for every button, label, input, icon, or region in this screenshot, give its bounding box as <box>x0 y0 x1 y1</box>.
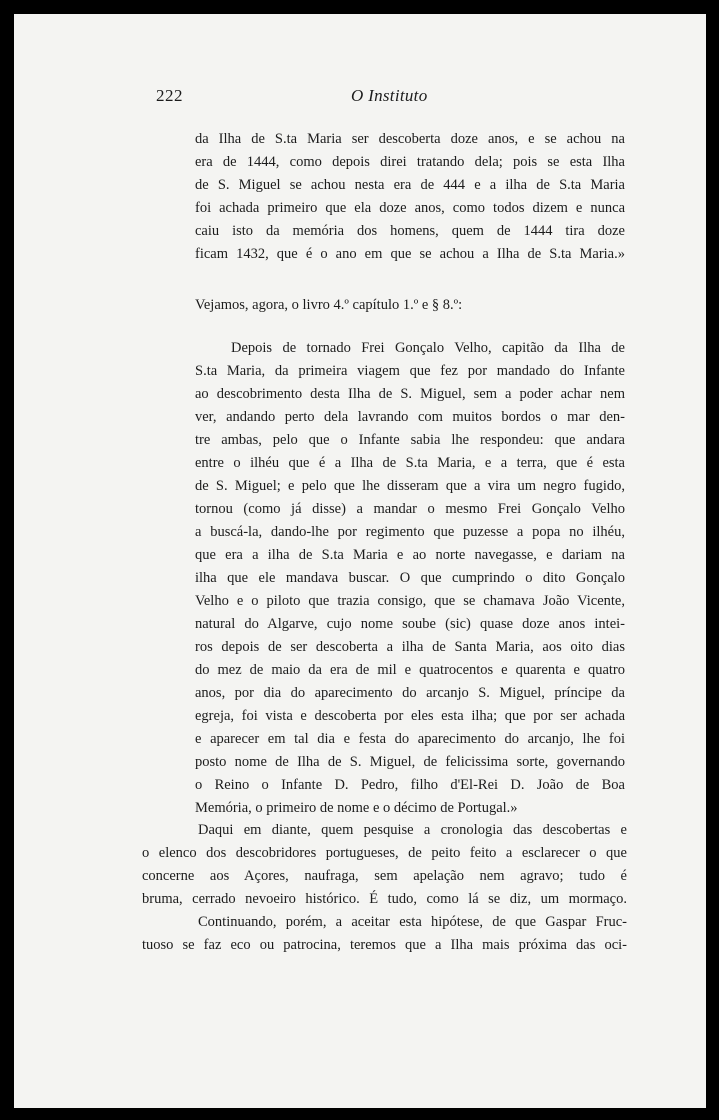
text-line: ao descobrimento desta Ilha de S. Miguel, sem a poder achar nem <box>195 386 625 402</box>
text-line: tornou (como já disse) a mandar o mesmo Frei Gonçalo Velho <box>195 501 625 517</box>
text-line: era de 1444, como depois direi tratando dela; pois se esta Ilha <box>195 154 625 170</box>
text-line: da Ilha de S.ta Maria ser descoberta doze anos, e se achou na <box>195 131 625 147</box>
text-line: caiu isto da memória dos homens, quem de 1444 tira doze <box>195 223 625 239</box>
intro-sentence <box>195 294 625 317</box>
text-line: Velho e o piloto que trazia consigo, que se chamava João Vicente, <box>195 593 625 609</box>
text-line: S.ta Maria, da primeira viagem que fez por mandado do Infante <box>195 363 625 379</box>
text-line: Depois de tornado Frei Gonçalo Velho, capitão da Ilha de <box>231 340 625 356</box>
text-line: concerne aos Açores, naufraga, sem apelação nem agravo; tudo é <box>142 868 627 884</box>
text-line: natural do Algarve, cujo nome soube (sic) quase doze anos intei- <box>195 616 625 632</box>
text-line: tuoso se faz eco ou patrocina, teremos que a Ilha mais próxima das oci- <box>142 937 627 953</box>
quotation-paragraph-2 <box>195 337 625 820</box>
text-line: ficam 1432, que é o ano em que se achou a Ilha de S.ta Maria.» <box>195 246 625 262</box>
text-line: Continuando, porém, a aceitar esta hipótese, de que Gaspar Fruc- <box>198 914 627 930</box>
text-line: posto nome de Ilha de S. Miguel, de felicissima sorte, governando <box>195 754 625 770</box>
text-line: foi achada primeiro que ela doze anos, como todos dizem e nunca <box>195 200 625 216</box>
page-number: 222 <box>156 86 183 105</box>
text-line: ilha que ele mandava buscar. O que cumprindo o dito Gonçalo <box>195 570 625 586</box>
text-line: egreja, foi vista e descoberta por eles esta ilha; que por ser achada <box>195 708 625 724</box>
text-line: e aparecer em tal dia e festa do aparecimento do arcanjo, lhe foi <box>195 731 625 747</box>
text-line: entre o ilhéu que é a Ilha de S.ta Maria, e a terra, que é esta <box>195 455 625 471</box>
document-page <box>14 14 706 1108</box>
body-paragraphs <box>142 819 627 957</box>
running-title: O Instituto <box>351 86 428 105</box>
text-line: do mez de maio da era de mil e quatrocentos e quarenta e quatro <box>195 662 625 678</box>
quotation-paragraph-1 <box>195 128 625 266</box>
text-line: que era a ilha de S.ta Maria e ao norte navegasse, e dariam na <box>195 547 625 563</box>
text-line: a buscá-la, dando-lhe por regimento que puzesse a popa no ilhéu, <box>195 524 625 540</box>
text-line: Vejamos, agora, o livro 4.º capítulo 1.º e § 8.º: <box>195 297 463 313</box>
page-header <box>156 86 586 110</box>
text-line: tre ambas, pelo que o Infante sabia lhe respondeu: que andara <box>195 432 625 448</box>
text-line: Memória, o primeiro de nome e o décimo de Portugal.» <box>195 800 518 816</box>
text-line: bruma, cerrado nevoeiro histórico. É tudo, como lá se diz, um mormaço. <box>142 891 627 907</box>
text-line: o Reino o Infante D. Pedro, filho d'El-Rei D. João de Boa <box>195 777 625 793</box>
text-line: ver, andando perto dela lavrando com muitos bordos o mar den- <box>195 409 625 425</box>
text-line: de S. Miguel se achou nesta era de 444 e a ilha de S.ta Maria <box>195 177 625 193</box>
text-line: Daqui em diante, quem pesquise a cronologia das descobertas e <box>198 822 627 838</box>
text-line: anos, por dia do aparecimento do arcanjo S. Miguel, príncipe da <box>195 685 625 701</box>
text-line: ros depois de ser descoberta a ilha de Santa Maria, aos oito dias <box>195 639 625 655</box>
text-line: o elenco dos descobridores portugueses, de peito feito a esclarecer o que <box>142 845 627 861</box>
text-line: de S. Miguel; e pelo que lhe disseram que a vira um negro fugido, <box>195 478 625 494</box>
